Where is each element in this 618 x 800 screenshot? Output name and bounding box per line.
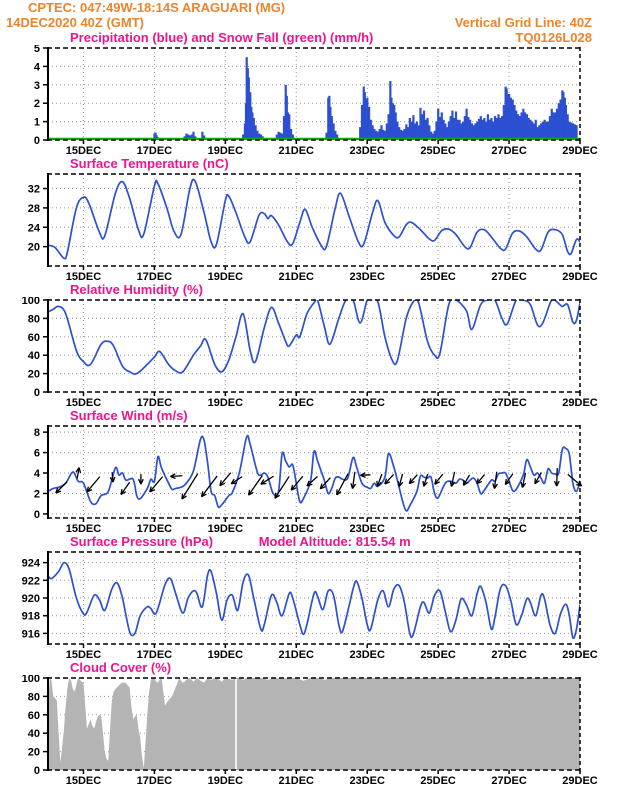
svg-text:25DEC: 25DEC <box>420 271 456 283</box>
svg-text:60: 60 <box>27 709 40 722</box>
temperature-chart <box>0 171 618 283</box>
svg-text:27DEC: 27DEC <box>491 775 527 787</box>
svg-text:60: 60 <box>27 331 40 344</box>
svg-text:23DEC: 23DEC <box>349 271 385 283</box>
svg-text:25DEC: 25DEC <box>420 397 456 409</box>
svg-text:17DEC: 17DEC <box>136 775 173 787</box>
svg-text:24: 24 <box>27 222 40 235</box>
svg-text:15DEC: 15DEC <box>65 649 102 661</box>
cloud-panel <box>0 661 618 787</box>
svg-text:25DEC: 25DEC <box>420 523 456 535</box>
svg-text:15DEC: 15DEC <box>65 145 102 157</box>
svg-text:19DEC: 19DEC <box>207 649 244 661</box>
wind-chart <box>0 423 618 535</box>
svg-text:0: 0 <box>33 387 40 399</box>
vertical-grid-line-label: Vertical Grid Line: 40Z <box>454 15 592 30</box>
svg-text:920: 920 <box>21 593 40 605</box>
svg-text:15DEC: 15DEC <box>65 397 102 409</box>
svg-text:916: 916 <box>21 628 40 641</box>
svg-text:2: 2 <box>33 98 40 111</box>
svg-text:19DEC: 19DEC <box>207 523 244 535</box>
svg-text:23DEC: 23DEC <box>349 145 385 157</box>
svg-text:17DEC: 17DEC <box>136 649 173 661</box>
svg-text:21DEC: 21DEC <box>278 523 315 535</box>
svg-text:27DEC: 27DEC <box>491 397 527 409</box>
svg-text:29DEC: 29DEC <box>562 271 598 283</box>
svg-text:20: 20 <box>27 746 40 759</box>
svg-text:23DEC: 23DEC <box>349 397 385 409</box>
humidity-chart <box>0 297 618 409</box>
humidity-panel <box>0 283 618 409</box>
pressure-panel <box>0 535 618 661</box>
pressure-chart <box>0 549 618 661</box>
svg-text:20: 20 <box>27 241 40 254</box>
svg-text:27DEC: 27DEC <box>491 649 527 661</box>
svg-text:21DEC: 21DEC <box>278 397 315 409</box>
precip-panel-title: Precipitation (blue) and Snow Fall (green) (mm/h) <box>70 30 374 45</box>
svg-text:40: 40 <box>27 728 40 741</box>
svg-text:21DEC: 21DEC <box>278 775 315 787</box>
temperature-panel <box>0 157 618 283</box>
svg-text:0: 0 <box>33 765 40 777</box>
svg-text:17DEC: 17DEC <box>136 523 173 535</box>
svg-text:2: 2 <box>33 488 40 501</box>
svg-text:19DEC: 19DEC <box>207 775 244 787</box>
temperature-panel-title: Surface Temperature (nC) <box>70 156 229 171</box>
svg-text:918: 918 <box>21 610 40 623</box>
humidity-panel-title: Relative Humidity (%) <box>70 282 203 297</box>
svg-text:25DEC: 25DEC <box>420 775 456 787</box>
svg-text:17DEC: 17DEC <box>136 145 173 157</box>
run-datetime: 14DEC2020 40Z (GMT) <box>6 15 144 30</box>
model-altitude-label: Model Altitude: 815.54 m <box>258 534 411 549</box>
svg-text:27DEC: 27DEC <box>491 271 527 283</box>
svg-text:0: 0 <box>33 508 40 521</box>
svg-text:4: 4 <box>33 468 40 481</box>
svg-text:5: 5 <box>33 45 40 55</box>
wind-panel <box>0 409 618 535</box>
svg-text:29DEC: 29DEC <box>562 397 598 409</box>
svg-text:21DEC: 21DEC <box>278 145 315 157</box>
svg-text:19DEC: 19DEC <box>207 145 244 157</box>
svg-text:29DEC: 29DEC <box>562 649 598 661</box>
svg-text:20: 20 <box>27 368 40 381</box>
svg-text:1: 1 <box>33 116 40 129</box>
svg-text:6: 6 <box>33 447 40 460</box>
header <box>0 0 618 45</box>
svg-text:27DEC: 27DEC <box>491 145 527 157</box>
svg-text:8: 8 <box>33 427 40 440</box>
station-title: CPTEC: 047:49W-18:14S ARAGUARI (MG) <box>28 0 286 15</box>
svg-text:32: 32 <box>27 183 40 196</box>
svg-text:80: 80 <box>27 313 40 326</box>
svg-text:17DEC: 17DEC <box>136 397 173 409</box>
svg-text:15DEC: 15DEC <box>65 523 102 535</box>
svg-text:40: 40 <box>27 350 40 363</box>
cloud-panel-title: Cloud Cover (%) <box>70 660 172 675</box>
svg-text:100: 100 <box>21 675 40 685</box>
svg-text:25DEC: 25DEC <box>420 145 456 157</box>
svg-text:0: 0 <box>33 135 40 147</box>
svg-text:3: 3 <box>33 79 40 92</box>
svg-text:29DEC: 29DEC <box>562 775 598 787</box>
svg-text:29DEC: 29DEC <box>562 523 598 535</box>
svg-text:28: 28 <box>27 202 40 215</box>
svg-text:15DEC: 15DEC <box>65 775 102 787</box>
precip-panel <box>0 45 618 157</box>
model-code: TQ0126L028 <box>515 30 592 45</box>
svg-text:15DEC: 15DEC <box>65 271 102 283</box>
svg-text:23DEC: 23DEC <box>349 649 385 661</box>
svg-text:21DEC: 21DEC <box>278 649 315 661</box>
svg-text:25DEC: 25DEC <box>420 649 456 661</box>
svg-text:19DEC: 19DEC <box>207 397 244 409</box>
svg-text:23DEC: 23DEC <box>349 775 385 787</box>
svg-text:4: 4 <box>33 61 40 74</box>
svg-text:23DEC: 23DEC <box>349 523 385 535</box>
precip-chart <box>0 45 618 157</box>
svg-text:27DEC: 27DEC <box>491 523 527 535</box>
svg-text:21DEC: 21DEC <box>278 271 315 283</box>
svg-text:100: 100 <box>21 297 40 307</box>
cloud-chart <box>0 675 618 787</box>
pressure-panel-title: Surface Pressure (hPa) Model Altitude: 815.54 m <box>70 534 411 549</box>
svg-text:924: 924 <box>21 557 40 570</box>
wind-panel-title: Surface Wind (m/s) <box>70 408 188 423</box>
svg-text:17DEC: 17DEC <box>136 271 173 283</box>
svg-text:29DEC: 29DEC <box>562 145 598 157</box>
svg-text:80: 80 <box>27 691 40 704</box>
svg-text:922: 922 <box>21 575 40 588</box>
svg-text:19DEC: 19DEC <box>207 271 244 283</box>
